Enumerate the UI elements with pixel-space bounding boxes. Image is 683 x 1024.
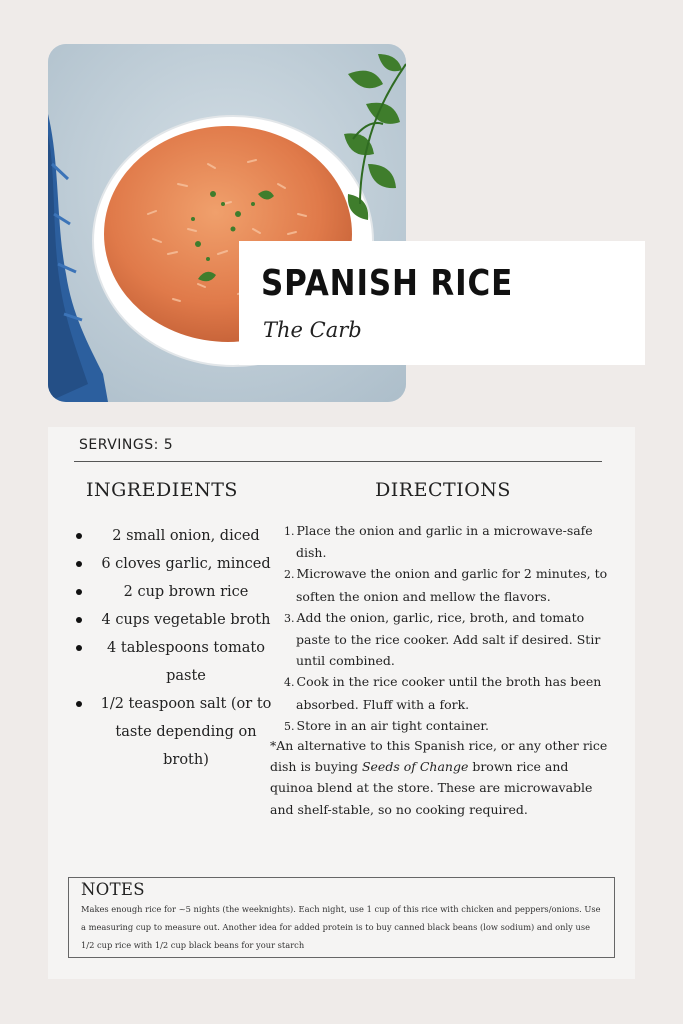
directions-heading: DIRECTIONS (375, 479, 511, 501)
recipe-title: SPANISH RICE (261, 263, 514, 304)
ingredient-item: 6 cloves garlic, minced (68, 550, 278, 578)
direction-step (284, 715, 616, 737)
ingredient-item: 4 cups vegetable broth (68, 606, 278, 634)
direction-step (284, 607, 616, 672)
product-name: Seeds of Change (361, 759, 469, 775)
step-text: Microwave the onion and garlic for 2 minutes, to soften the onion and mellow the flavors. (296, 566, 608, 604)
alternative-note (270, 735, 615, 820)
alternative-note-text: *An alternative to this Spanish rice, or any other rice dish is buying (270, 738, 608, 775)
step-number: 3. (284, 611, 295, 625)
servings-label: SERVINGS: 5 (79, 437, 174, 453)
direction-step (284, 520, 616, 563)
notes-box (68, 877, 615, 958)
step-number: 1. (284, 525, 295, 538)
ingredients-heading: INGREDIENTS (86, 479, 238, 501)
ingredient-item: 4 tablespoons tomato paste (68, 634, 278, 690)
step-number: 4. (284, 676, 295, 690)
notes-text: Makes enough rice for ~5 nights (the weeknights). Each night, use 1 cup of this rice with chicken and peppers/onions. Use a measuring cup to measure out. Another idea for added protein is to buy canned black beans (low sodium) and only use 1/2 cup rice with 1/2 cup black beans for your starch (81, 904, 601, 950)
direction-step (284, 671, 616, 714)
ingredient-item: 2 cup brown rice (68, 578, 278, 606)
ingredient-item: 1/2 teaspoon salt (or to taste depending on broth) (68, 690, 278, 774)
step-text: Store in an air tight container. (296, 717, 489, 733)
step-text: Cook in the rice cooker until the broth has been absorbed. Fluff with a fork. (296, 674, 602, 712)
step-number: 2. (284, 568, 295, 582)
ingredient-item: 2 small onion, diced (68, 522, 278, 550)
title-card (239, 241, 645, 365)
notes-title: NOTES (81, 880, 145, 899)
directions-list (284, 520, 616, 737)
ingredients-list (68, 522, 278, 774)
direction-step (284, 563, 616, 606)
step-text: Add the onion, garlic, rice, broth, and tomato paste to the rice cooker. Add salt if desired. Stir until combined. (296, 609, 601, 669)
step-number: 5. (284, 719, 295, 733)
divider (74, 461, 602, 462)
step-text: Place the onion and garlic in a microwave-safe dish. (296, 523, 593, 561)
alternative-note-text-end: brown rice and quinoa blend at the store. These are microwavable and shelf-stable, so no cooking required. (270, 759, 593, 817)
recipe-subtitle: The Carb (263, 318, 362, 342)
